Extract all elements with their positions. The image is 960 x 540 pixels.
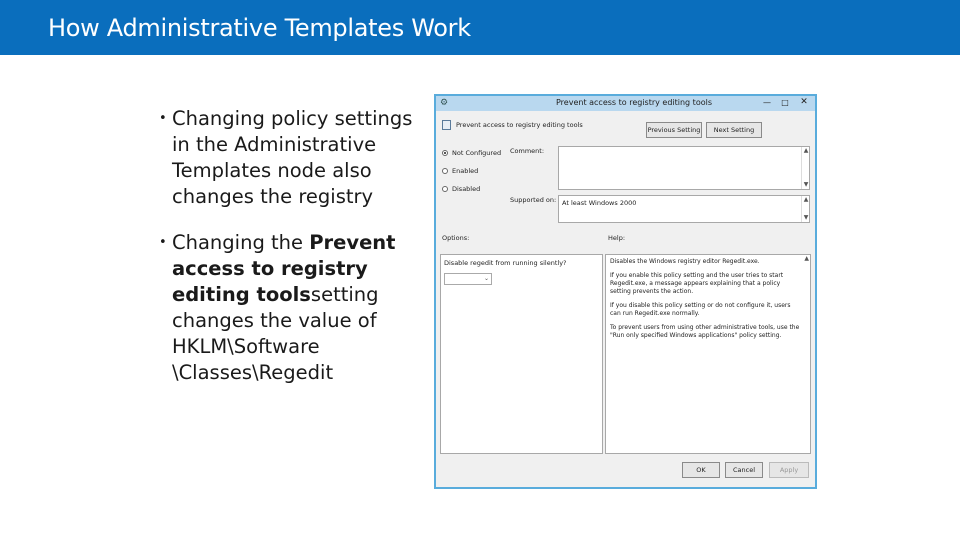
help-paragraph: Disables the Windows registry editor Regedit.exe. [610, 258, 760, 265]
radio-unselected-icon [442, 168, 448, 174]
chevron-down-icon: ⌄ [483, 275, 489, 282]
minimize-button[interactable]: — [763, 98, 771, 107]
radio-label: Not Configured [452, 149, 502, 157]
radio-label: Enabled [452, 167, 479, 175]
bullet-text-pre: Changing the [172, 231, 310, 254]
help-text [610, 258, 800, 340]
bullet-text-bold: Prevent access to registry editing tools [172, 231, 396, 306]
scroll-up-icon[interactable]: ▲ [804, 255, 809, 262]
bullet-item [157, 106, 417, 210]
apply-button[interactable]: Apply [769, 462, 809, 478]
radio-not-configured[interactable] [442, 149, 501, 157]
policy-setting-icon [442, 120, 451, 130]
radio-unselected-icon [442, 186, 448, 192]
options-pane [440, 254, 603, 454]
cancel-button[interactable]: Cancel [725, 462, 763, 478]
option-field-label: Disable regedit from running silently? [444, 259, 567, 267]
policy-name: Prevent access to registry editing tools [456, 121, 583, 129]
slide-title-bar [0, 0, 960, 55]
radio-label: Disabled [452, 185, 481, 193]
radio-selected-icon [442, 150, 448, 156]
ok-button[interactable]: OK [682, 462, 720, 478]
supported-on-field [558, 195, 810, 223]
scroll-up-icon[interactable]: ▲ [803, 147, 809, 154]
radio-enabled[interactable] [442, 167, 478, 175]
next-setting-button[interactable]: Next Setting [706, 122, 762, 138]
option-dropdown[interactable] [444, 273, 492, 285]
bullet-text-post: setting changes the value of HKLM\Software \Classes\Regedit [172, 283, 379, 384]
policy-dialog-screenshot [434, 94, 817, 489]
maximize-button[interactable]: □ [781, 98, 789, 107]
dialog-titlebar [436, 96, 815, 111]
bullet-dot-icon: • [159, 235, 167, 250]
help-pane [605, 254, 811, 454]
supported-on-value: At least Windows 2000 [562, 199, 637, 207]
dialog-title: Prevent access to registry editing tools [556, 98, 712, 107]
settings-icon: ⚙ [440, 98, 449, 108]
help-paragraph: To prevent users from using other administrative tools, use the "Run only specified Windows applications" policy setting. [610, 324, 800, 339]
bullet-dot-icon: • [159, 111, 167, 126]
help-paragraph: If you enable this policy setting and the user tries to start Regedit.exe, a message appears explaining that a policy setting prevents the action. [610, 272, 784, 295]
radio-disabled[interactable] [442, 185, 480, 193]
bullet-text: Changing policy settings in the Administrative Templates node also changes the registry [172, 107, 413, 208]
slide-title: How Administrative Templates Work [48, 14, 471, 42]
close-button[interactable]: ✕ [800, 97, 808, 107]
help-paragraph: If you disable this policy setting or do not configure it, users can run Regedit.exe normally. [610, 302, 791, 317]
supported-scrollbar[interactable] [801, 196, 809, 222]
bullet-list [157, 106, 417, 386]
bullet-item [157, 230, 417, 386]
scroll-down-icon[interactable]: ▼ [803, 181, 809, 188]
comment-textarea[interactable] [558, 146, 810, 190]
supported-on-label: Supported on: [510, 196, 557, 204]
comment-label: Comment: [510, 147, 545, 155]
comment-scrollbar[interactable] [801, 147, 809, 189]
previous-setting-button[interactable]: Previous Setting [646, 122, 702, 138]
scroll-up-icon[interactable]: ▲ [803, 196, 809, 203]
scroll-down-icon[interactable]: ▼ [803, 214, 809, 221]
options-label: Options: [442, 234, 470, 242]
help-label: Help: [608, 234, 626, 242]
